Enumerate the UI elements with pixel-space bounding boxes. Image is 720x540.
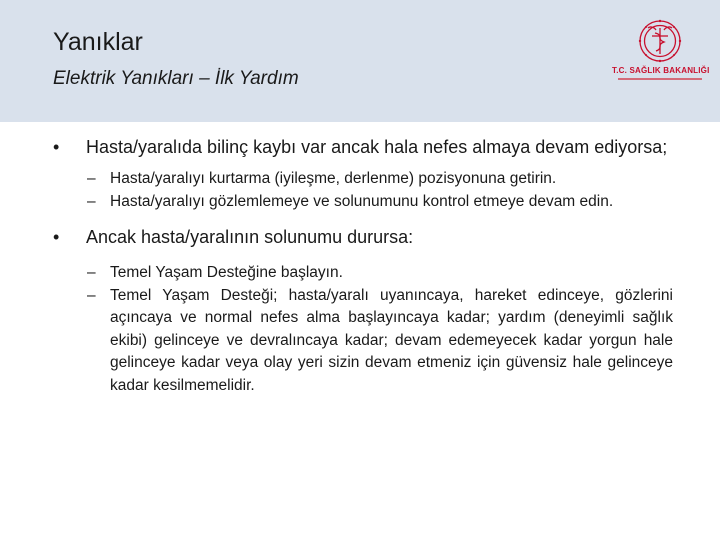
slide-title: Yanıklar bbox=[53, 28, 143, 56]
bullet-marker: • bbox=[53, 137, 60, 157]
dash-marker: – bbox=[87, 264, 96, 281]
sub-item-text: Temel Yaşam Desteğine başlayın. bbox=[110, 264, 343, 281]
bullet-item bbox=[53, 134, 673, 160]
dash-marker: – bbox=[87, 170, 96, 187]
sub-list bbox=[53, 262, 673, 397]
sub-item-text: Temel Yaşam Desteği; hasta/yaralı uyanıncaya, hareket edinceye, gözlerini açıncaya ve normal nefes alma başlayıncaya kadar; yardım (deneyimli sağlık ekibi) gelinceye ve devralıncaya kadar; devam edemeyecek kadar yorgun hale gelinceye kadar veya olay yeri sizin devam etmeniz için güvensiz hale gelinceye kadar kesilmemelidir. bbox=[110, 286, 673, 394]
bullet-item bbox=[53, 224, 673, 250]
bullet-text: Ancak hasta/yaralının solunumu durursa: bbox=[86, 227, 414, 247]
sub-item bbox=[53, 262, 673, 285]
bullet-text: Hasta/yaralıda bilinç kaybı var ancak hala nefes almaya devam ediyorsa; bbox=[86, 137, 668, 157]
ministry-emblem-icon bbox=[612, 18, 708, 64]
sub-item bbox=[53, 191, 673, 214]
sub-item bbox=[53, 285, 673, 398]
dash-marker: – bbox=[87, 286, 96, 304]
sub-item bbox=[53, 168, 673, 191]
ministry-logo bbox=[612, 18, 708, 92]
slide-header bbox=[0, 0, 720, 122]
dash-marker: – bbox=[87, 192, 96, 210]
logo-name: T.C. SAĞLIK BAKANLIĞI bbox=[612, 66, 710, 75]
slide-body bbox=[53, 134, 673, 397]
logo-underline bbox=[618, 78, 702, 80]
sub-list bbox=[53, 168, 673, 213]
sub-item-text: Hasta/yaralıyı kurtarma (iyileşme, derlenme) pozisyonuna getirin. bbox=[110, 170, 557, 187]
slide-subtitle: Elektrik Yanıkları – İlk Yardım bbox=[53, 68, 299, 89]
bullet-marker: • bbox=[53, 227, 60, 247]
sub-item-text: Hasta/yaralıyı gözlemlemeye ve solunumunu kontrol etmeye devam edin. bbox=[110, 192, 614, 210]
